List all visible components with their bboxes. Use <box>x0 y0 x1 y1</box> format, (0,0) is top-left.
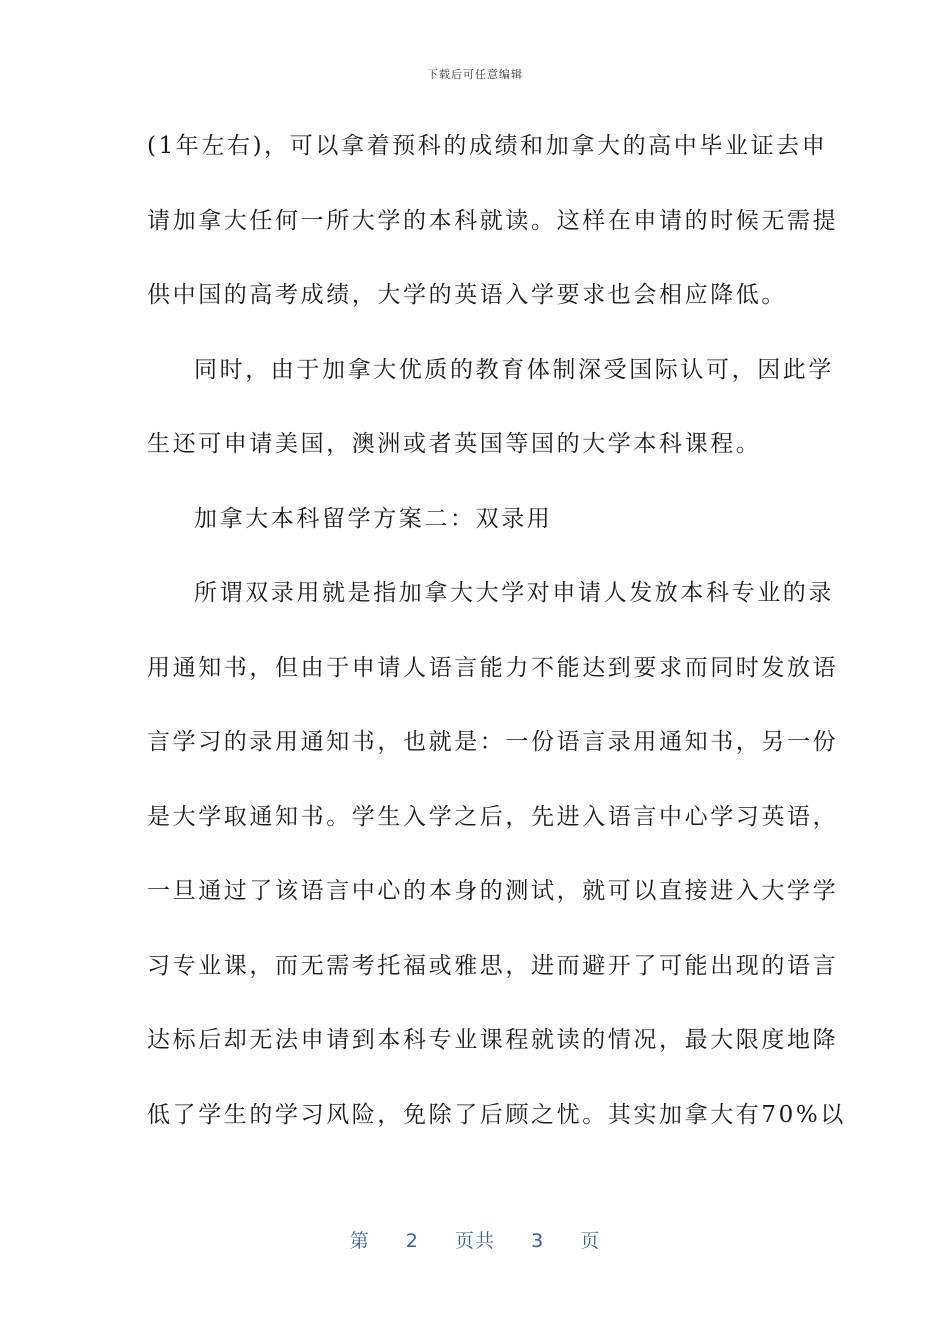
paragraph-line: 言学习的录用通知书，也就是：一份语言录用通知书，另一份 <box>147 729 839 755</box>
paragraph-line: (1年左右)，可以拿着预科的成绩和加拿大的高中毕业证去申 <box>147 133 828 159</box>
footer-prefix: 第 <box>349 1230 370 1252</box>
paragraph-line: 供中国的高考成绩，大学的英语入学要求也会相应降低。 <box>147 282 787 308</box>
paragraph-line: 低了学生的学习风险，免除了后顾之忧。其实加拿大有70%以 <box>147 1101 846 1128</box>
page-footer <box>0 1226 950 1253</box>
total-pages-number: 3 <box>531 1230 545 1252</box>
paragraph-line: 一旦通过了该语言中心的本身的测试，就可以直接进入大学学 <box>147 878 839 904</box>
current-page-number: 2 <box>405 1230 419 1252</box>
header-note: 下载后可任意编辑 <box>427 68 523 81</box>
paragraph-line: 请加拿大任何一所大学的本科就读。这样在申请的时候无需提 <box>147 207 839 234</box>
footer-suffix: 页 <box>580 1230 601 1252</box>
paragraph-line: 同时，由于加拿大优质的教育体制深受国际认可，因此学 <box>194 356 834 383</box>
footer-middle: 页共 <box>454 1230 495 1252</box>
paragraph-line: 所谓双录用就是指加拿大大学对申请人发放本科专业的录 <box>194 580 834 606</box>
document-body <box>147 122 846 1165</box>
paragraph-line: 生还可申请美国，澳洲或者英国等国的大学本科课程。 <box>147 431 762 457</box>
paragraph-line: 是大学取通知书。学生入学之后，先进入语言中心学习英语， <box>147 803 839 830</box>
paragraph-line: 习专业课，而无需考托福或雅思，进而避开了可能出现的语言 <box>147 952 839 979</box>
paragraph-line: 达标后却无法申请到本科专业课程就读的情况，最大限度地降 <box>147 1027 839 1053</box>
section-heading: 加拿大本科留学方案二：双录用 <box>194 505 553 532</box>
paragraph-line: 用通知书，但由于申请人语言能力不能达到要求而同时发放语 <box>147 654 839 681</box>
